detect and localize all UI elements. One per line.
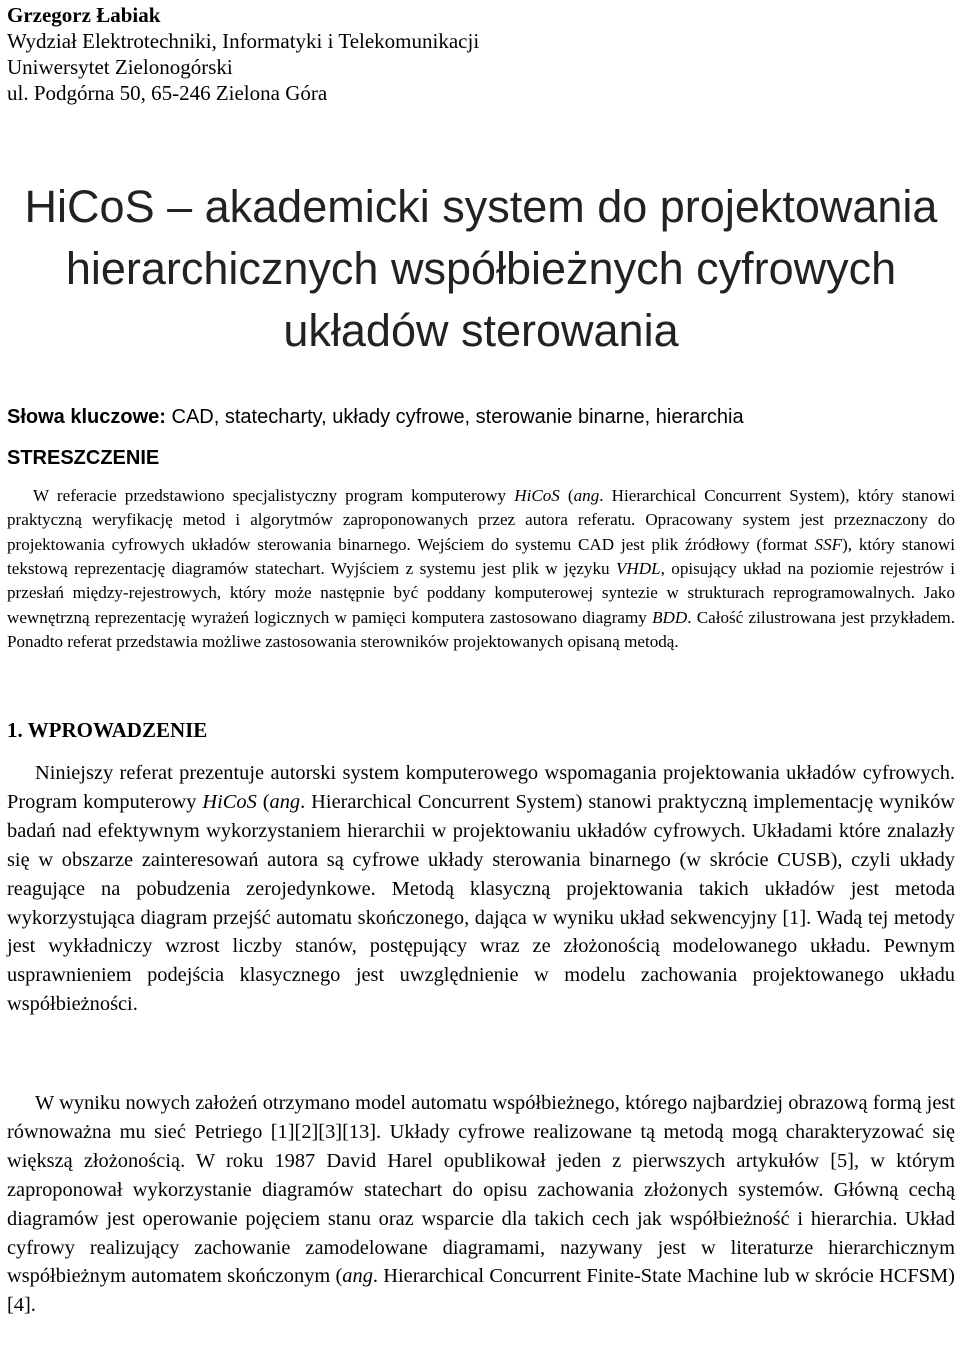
keywords-label: Słowa kluczowe: — [7, 406, 166, 428]
text-run: ), który stanowi tekstową reprezentację diagramów statechart. Wyjściem z systemu jest plik w języku — [7, 534, 955, 579]
title-line: hierarchicznych współbieżnych cyfrowych — [65, 243, 897, 294]
text-run: W referacie przedstawiono specjalistyczny program komputerowy — [33, 486, 515, 505]
text-run: , opisujący układ na poziomie rejestrów i przesłań między-rejestrowych, który może następnie być poddany komputerowej syntezie w strukturach reprogramowalnych. Jako wewnętrzną reprezentację wyrażeń logicznych w pamięci komputera zastosowano diagramy — [7, 559, 955, 627]
italic-term: HiCoS — [514, 486, 560, 505]
italic-term: BDD — [652, 607, 688, 627]
author-name: Grzegorz Łabiak — [7, 3, 161, 27]
abstract-text — [7, 484, 955, 654]
section-heading: 1. WPROWADZENIE — [7, 718, 208, 742]
body-paragraph — [7, 759, 955, 1019]
text-run: . Hierarchical Concurrent Finite-State Machine lub w skrócie HCFSM) [4]. — [7, 1265, 955, 1317]
title-line: HiCoS – akademicki system do projektowania — [24, 181, 938, 232]
author-block — [7, 2, 479, 106]
body-paragraph — [7, 1089, 955, 1320]
title-line: układów sterowania — [283, 305, 679, 356]
text-run: . Całość zilustrowana jest przykładem. Ponadto referat przedstawia możliwe zastosowania sterowników projektowanych opisaną metodą. — [7, 607, 955, 652]
affiliation-line: Wydział Elektrotechniki, Informatyki i Telekomunikacji — [7, 29, 480, 53]
keywords-text: CAD, statecharty, układy cyfrowe, sterowanie binarne, hierarchia — [165, 406, 744, 428]
affiliation-line: ul. Podgórna 50, 65-246 Zielona Góra — [7, 81, 328, 105]
text-run: . Hierarchical Concurrent System) stanowi praktyczną implementację wyników badań nad efektywnym wykorzystaniem hierarchii w projektowaniu układów cyfrowych. Układami które znalazły się w obszarze zainteresowań autora są cyfrowe układy sterowania binarnego (w skrócie CUSB), czyli układy reagujące na pobudzenia zerojedynkowe. Metodą klasyczną projektowania takich układów jest metoda wykorzystująca diagram przejść automatu skończonego, dająca w wyniku układ sekwencyjny [1]. Wadą tej metody jest wykładniczy wzrost liczby stanów, postępujący wraz ze złożonością modelowanego układu. Pewnym usprawnieniem podejścia klasycznego jest uwzględnienie w modelu zachowania projektowanego układu współbieżności. — [7, 790, 955, 1016]
italic-term: ang — [342, 1265, 373, 1288]
text-run: W wyniku nowych założeń otrzymano model automatu współbieżnego, którego najbardziej obrazową formą jest równoważna mu sieć Petriego [1][2][3][13]. Układy cyfrowe realizowane tą metodą mogą charakteryzować się większą złożonością. W roku 1987 David Harel opublikował jeden z pierwszych artykułów [5], w którym zaproponował wykorzystanie diagramów statechart do opisu zachowania złożonych systemów. Główną cechą diagramów jest operowanie pojęciem stanu oraz wsparcie dla takich cech jak współbieżność i hierarchia. Układ cyfrowy realizujący zachowanie zamodelowane diagramami, nazywany jest w literaturze hierarchicznym współbieżnym automatem skończonym ( — [7, 1092, 955, 1288]
text-run: ( — [559, 486, 574, 505]
italic-term: VHDL — [615, 559, 661, 579]
text-run: ( — [256, 790, 270, 813]
keywords — [7, 404, 744, 430]
text-run: . Hierarchical Concurrent System), który stanowi praktyczną weryfikację metod i algorytmów zaproponowanych przez autora referatu. Opracowany system jest przeznaczony do projektowania cyfrowych układów sterowania binarnego. Wejściem do systemu CAD jest plik źródłowy (format — [7, 486, 956, 554]
abstract-heading: STRESZCZENIE — [7, 447, 160, 469]
italic-term: ang — [573, 486, 600, 505]
affiliation-line: Uniwersytet Zielonogórski — [7, 55, 233, 79]
italic-term: ang — [269, 790, 301, 813]
italic-term: HiCoS — [202, 790, 257, 813]
italic-term: SSF — [814, 534, 843, 554]
paper-title — [7, 176, 955, 362]
text-run: Niniejszy referat prezentuje autorski system komputerowego wspomagania projektowania układów cyfrowych. Program komputerowy — [7, 762, 955, 813]
